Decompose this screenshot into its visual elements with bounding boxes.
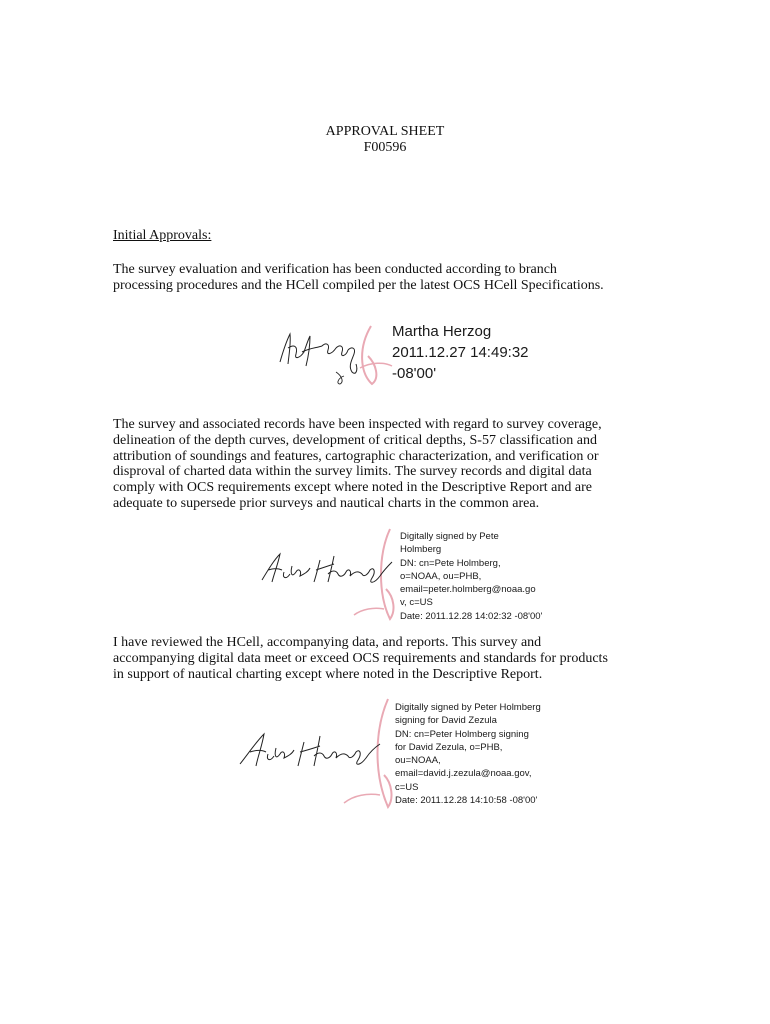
paragraph-line: comply with OCS requirements except where noted in the Descriptive Report and are [113, 480, 592, 496]
signature-line: for David Zezula, o=PHB, [395, 741, 503, 753]
paragraph-line: accompanying digital data meet or exceed OCS requirements and standards for products [113, 650, 608, 666]
signature-details-zezula [395, 701, 541, 807]
signature-line: o=NOAA, ou=PHB, [400, 570, 482, 582]
review-paragraph [113, 635, 608, 682]
signature-line: ou=NOAA, [395, 755, 441, 767]
document-number: F00596 [363, 140, 407, 155]
signature-line: DN: cn=Peter Holmberg signing [395, 728, 529, 740]
signature-line: signing for David Zezula [395, 715, 497, 727]
signature-line: Holmberg [400, 544, 442, 556]
signature-line: v, c=US [400, 597, 433, 609]
signature-line: Date: 2011.12.28 14:02:32 -08'00' [400, 610, 543, 622]
paragraph-line: disproval of charted data within the survey limits. The survey records and digital data [113, 464, 592, 480]
paragraph-line: adequate to supersede prior surveys and nautical charts in the common area. [113, 495, 540, 511]
signer-name: Martha Herzog [392, 323, 492, 340]
paragraph-line: attribution of soundings and features, cartographic characterization, and verification or [113, 448, 599, 464]
signature-line: email=david.j.zezula@noaa.gov, [395, 768, 532, 780]
paragraph-line: in support of nautical charting except where noted in the Descriptive Report. [113, 666, 543, 682]
paragraph-line: I have reviewed the HCell, accompanying data, and reports. This survey and [113, 635, 542, 650]
paragraph-line: delineation of the depth curves, development of critical depths, S-57 classification and [113, 432, 598, 448]
handwritten-signature-holmberg [258, 548, 398, 588]
page-title: APPROVAL SHEET [325, 124, 445, 139]
handwritten-signature-herzog [276, 318, 386, 388]
signature-details-herzog [392, 321, 529, 384]
signature-line: DN: cn=Pete Holmberg, [400, 557, 501, 569]
initial-approvals-heading: Initial Approvals: [113, 228, 212, 243]
signature-line: Date: 2011.12.28 14:10:58 -08'00' [395, 795, 538, 807]
paragraph-line: The survey and associated records have been inspected with regard to survey coverage, [113, 417, 602, 432]
signature-line: c=US [395, 781, 419, 793]
initial-approvals-paragraph [113, 262, 604, 294]
signature-line: email=peter.holmberg@noaa.go [400, 584, 536, 596]
signature-timezone: -08'00' [392, 365, 437, 382]
signature-details-holmberg [400, 530, 542, 623]
paragraph-line: processing procedures and the HCell compiled per the latest OCS HCell Specifications. [113, 277, 604, 293]
paragraph-line: The survey evaluation and verification has been conducted according to branch [113, 262, 557, 277]
signature-line: Digitally signed by Peter Holmberg [395, 702, 541, 713]
signature-timestamp: 2011.12.27 14:49:32 [392, 344, 529, 361]
handwritten-signature-zezula [236, 728, 386, 772]
inspection-paragraph [113, 417, 602, 512]
signature-line: Digitally signed by Pete [400, 531, 499, 542]
